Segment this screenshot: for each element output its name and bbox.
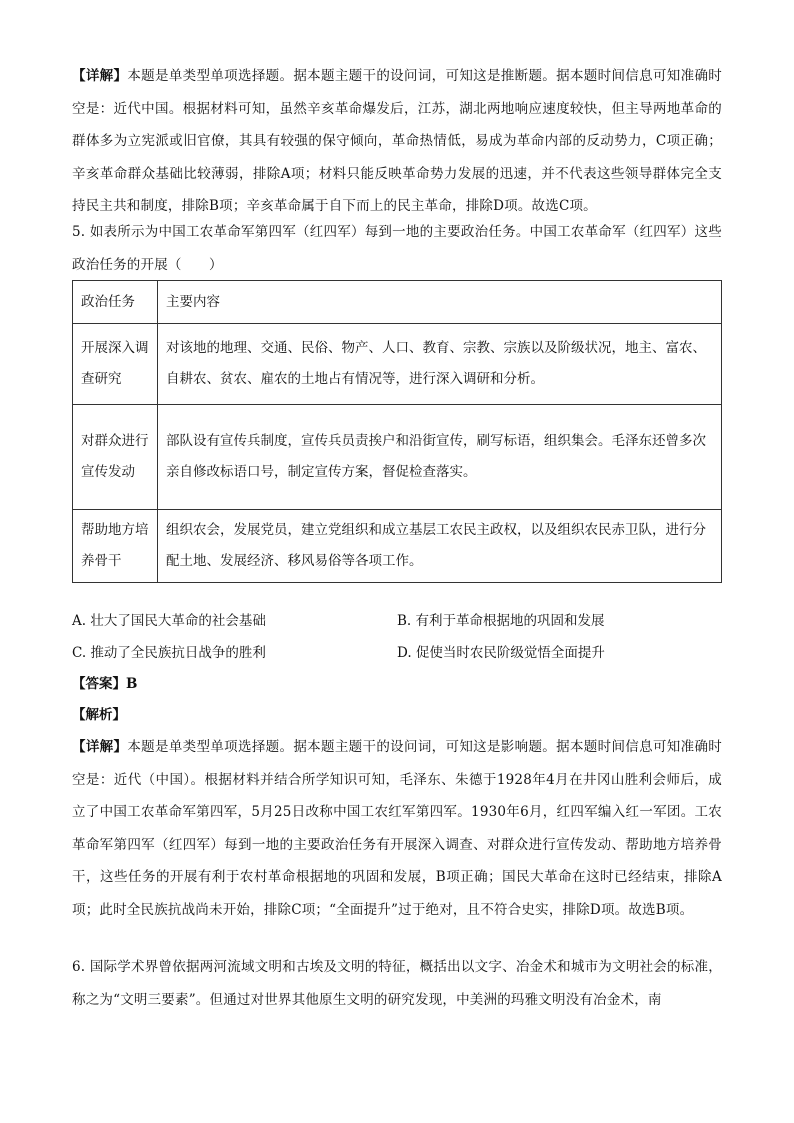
table-row: [73, 324, 722, 405]
table-header-cell: 政治任务: [73, 281, 158, 324]
table-cell-content: 部队设有宣传兵制度，宣传兵员责挨户和沿街宣传，刷写标语，组织集会。毛泽东还曾多次亲自修改标语口号，制定宣传方案，督促检查落实。: [158, 405, 722, 510]
option-c: C. 推动了全民族抗日战争的胜利: [72, 645, 266, 661]
table-header-row: [73, 281, 722, 324]
option-b: B. 有利于革命根据地的巩固和发展: [397, 613, 605, 629]
q5-stem: 5. 如表所示为中国工农革命军第四军（红四军）每到一地的主要政治任务。中国工农革命军（红四军）这些政治任务的开展（ ）: [72, 224, 722, 273]
table-cell-content: 对该地的地理、交通、民俗、物产、人口、教育、宗教、宗族以及阶级状况，地主、富农、自耕农、贫农、雇农的土地占有情况等，进行深入调研和分析。: [158, 324, 722, 405]
table-cell-task: 开展深入调查研究: [73, 324, 158, 405]
q6-stem: 6. 国际学术界曾依据两河流域文明和古埃及文明的特征，概括出以文字、冶金术和城市为文明社会的标准，称之为“文明三要素”。但通过对世界其他原生文明的研究发现，中美洲的玛雅文明没有冶金术，南: [72, 959, 722, 1008]
table-cell-task: 对群众进行宣传发动: [73, 405, 158, 510]
table-cell-content: 组织农会，发展党员，建立党组织和成立基层工农民主政权，以及组织农民赤卫队，进行分配土地、发展经济、移风易俗等各项工作。: [158, 510, 722, 583]
option-a: A. 壮大了国民大革命的社会基础: [72, 613, 266, 629]
analysis-header: 【解析】: [72, 707, 126, 723]
detail-label: 【详解】: [72, 68, 128, 84]
q4-analysis-text: 本题是单类型单项选择题。据本题主题干的设问词，可知这是推断题。据本题时间信息可知准确时空是：近代中国。根据材料可知，虽然辛亥革命爆发后，江苏，湖北两地响应速度较快，但主导两地革命的群体多为立宪派或旧官僚，其具有较强的保守倾向，革命热情低，易成为革命内部的反动势力，C项正确；辛亥革命群众基础比较薄弱，排除A项；材料只能反映革命势力发展的迅速，并不代表这些领导群体完全支持民主共和制度，排除B项；辛亥革命属于自下而上的民主革命，排除D项。故选C项。: [72, 68, 722, 214]
table-cell-task: 帮助地方培养骨干: [73, 510, 158, 583]
q5-detail-paragraph: [72, 731, 722, 926]
q5-table: [72, 280, 722, 583]
q5-detail-text: 本题是单类型单项选择题。据本题主题干的设问词，可知这是影响题。据本题时间信息可知准确时空是：近代（中国）。根据材料并结合所学知识可知，毛泽东、朱德于1928年4月在井冈山胜利会师后，成立了中国工农革命军第四军，5月25日改称中国工农红军第四军。1930年6月，红四军编入红一军团。工农革命军第四军（红四军）每到一地的主要政治任务有开展深入调查、对群众进行宣传发动、帮助地方培养骨干，这些任务的开展有利于农村革命根据地的巩固和发展，B项正确；国民大革命在这时已经结束，排除A项；此时全民族抗战尚未开始，排除C项；“全面提升”过于绝对，且不符合史实，排除D项。故选B项。: [72, 739, 722, 918]
table-row: [73, 405, 722, 510]
q4-analysis-paragraph: [72, 60, 722, 223]
detail-label: 【详解】: [72, 739, 128, 755]
table-header-cell: 主要内容: [158, 281, 722, 324]
option-d: D. 促使当时农民阶级觉悟全面提升: [397, 645, 605, 661]
answer-line: 【答案】B: [72, 676, 138, 692]
table-row: [73, 510, 722, 583]
